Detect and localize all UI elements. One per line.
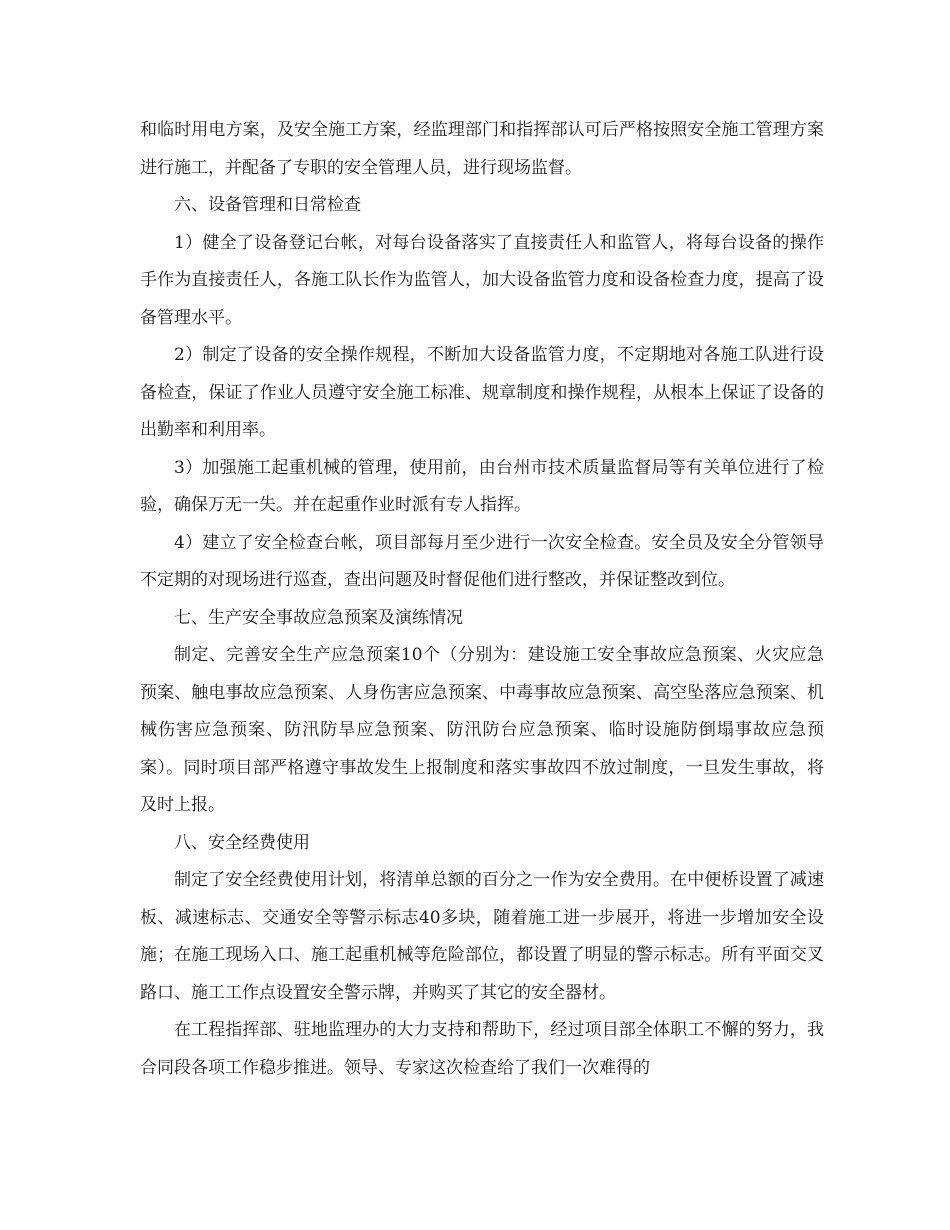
paragraph-equipment-item-2: 2）制定了设备的安全操作规程，不断加大设备监管力度，不定期地对各施工队进行设备检查，保证了作业人员遵守安全施工标准、规章制度和操作规程，从根本上保证了设备的出勤率和利用率。 <box>140 345 824 440</box>
paragraph-equipment-item-3: 3）加强施工起重机械的管理，使用前，由台州市技术质量监督局等有关单位进行了检验，确保万无一失。并在起重作业时派有专人指挥。 <box>140 457 824 515</box>
paragraph-equipment-item-1: 1）健全了设备登记台帐，对每台设备落实了直接责任人和监管人，将每台设备的操作手作为直接责任人，各施工队长作为监管人，加大设备监管力度和设备检查力度，提高了设备管理水平。 <box>140 232 824 328</box>
paragraph-closing: 在工程指挥部、驻地监理办的大力支持和帮助下，经过项目部全体职工不懈的努力，我合同段各项工作稳步推进。领导、专家这次检查给了我们一次难得的 <box>140 1020 824 1078</box>
paragraph-emergency-plans: 制定、完善安全生产应急预案10个（分别为：建设施工安全事故应急预案、火灾应急预案、触电事故应急预案、人身伤害应急预案、中毒事故应急预案、高空坠落应急预案、机械伤害应急预案、防汛防旱应急预案、防汛防台应急预案、临时设施防倒塌事故应急预案）。同时项目部严格遵守事故发生上报制度和落实事故四不放过制度，一旦发生事故，将及时上报。 <box>140 645 824 815</box>
section-heading-equipment-management: 六、设备管理和日常检查 <box>174 195 361 215</box>
section-heading-emergency-plans: 七、生产安全事故应急预案及演练情况 <box>174 607 463 628</box>
paragraph-equipment-item-4: 4）建立了安全检查台帐，项目部每月至少进行一次安全检查。安全员及安全分管领导不定期的对现场进行巡查，查出问题及时督促他们进行整改，并保证整改到位。 <box>140 532 824 590</box>
paragraph-continuation: 和临时用电方案，及安全施工方案，经监理部门和指挥部认可后严格按照安全施工管理方案进行施工，并配备了专职的安全管理人员，进行现场监督。 <box>140 120 824 178</box>
section-heading-safety-funds: 八、安全经费使用 <box>174 832 310 853</box>
document-body <box>140 112 824 1087</box>
paragraph-safety-funds: 制定了安全经费使用计划，将清单总额的百分之一作为安全费用。在中便桥设置了减速板、减速标志、交通安全等警示标志40多块，随着施工进一步展开，将进一步增加安全设施；在施工现场入口、施工起重机械等危险部位，都设置了明显的警示标志。所有平面交叉路口、施工工作点设置安全警示牌，并购买了其它的安全器材。 <box>140 870 824 1003</box>
